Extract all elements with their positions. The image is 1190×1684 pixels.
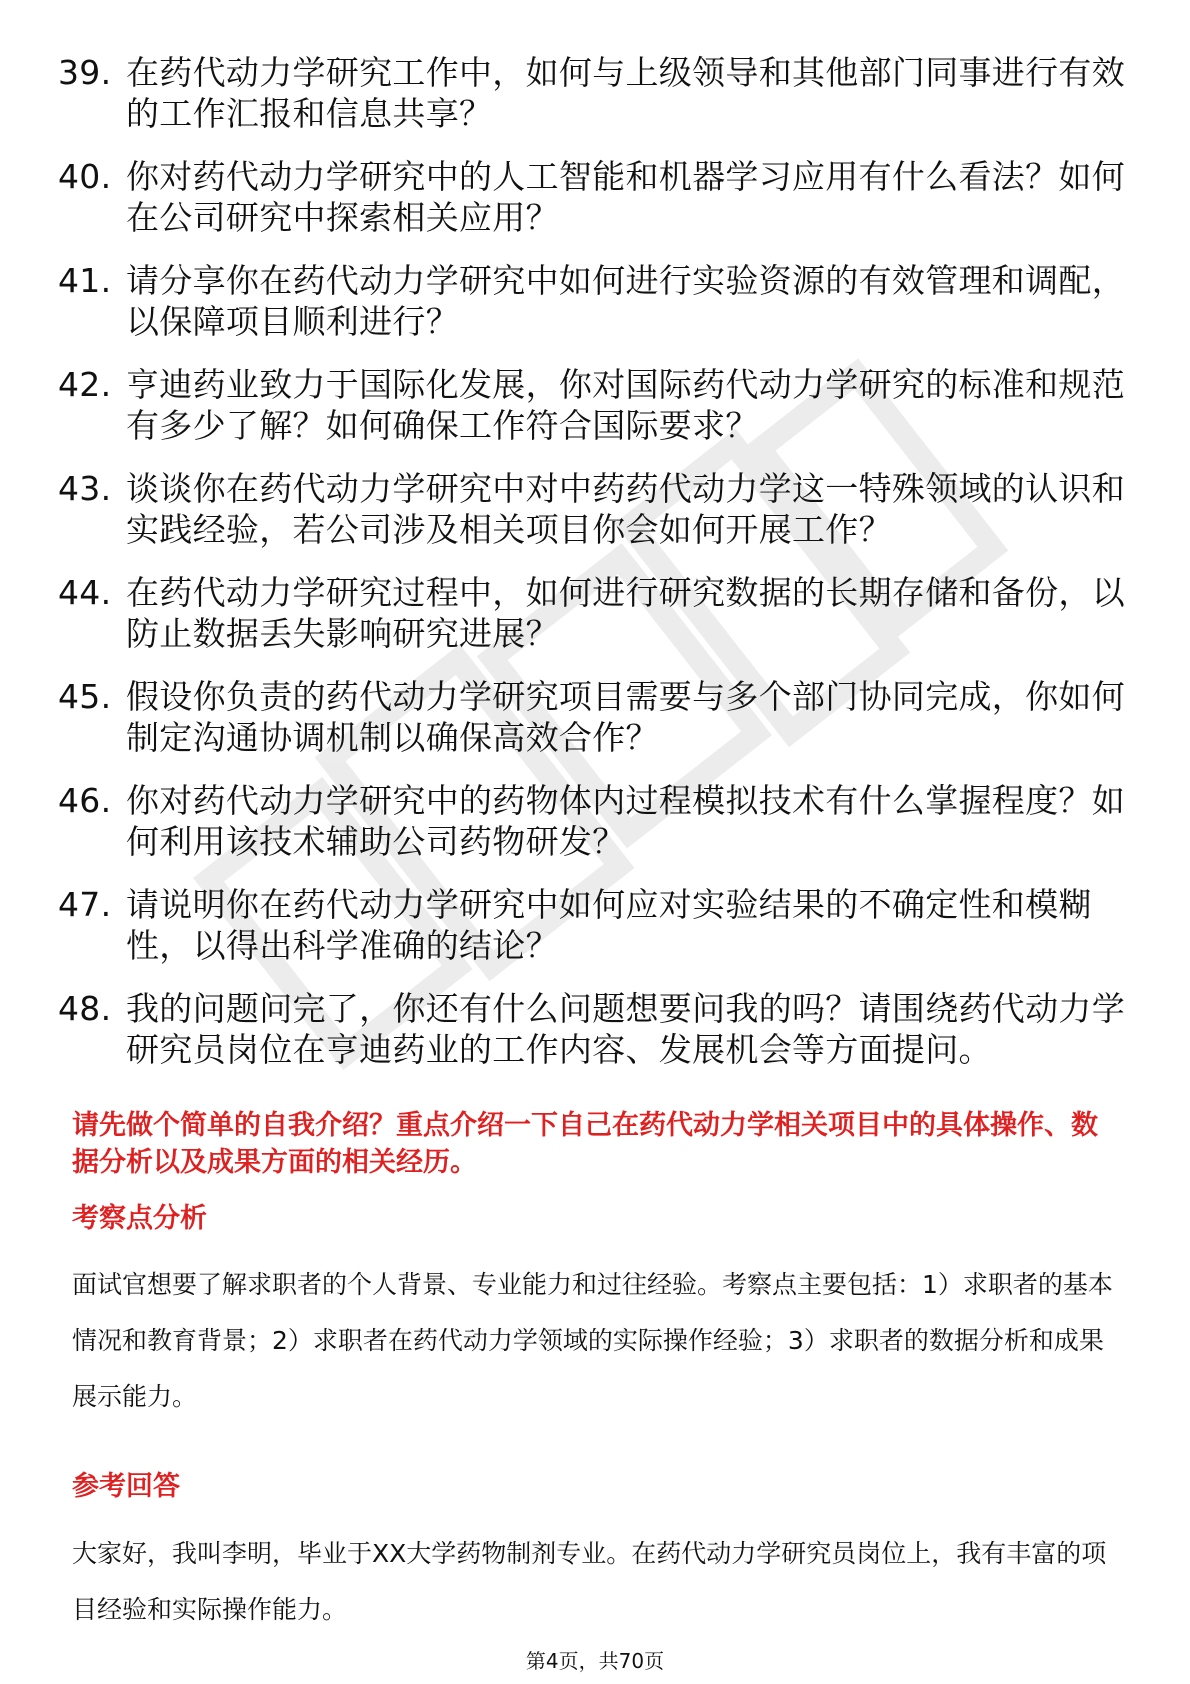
question-text: 谈谈你在药代动力学研究中对中药药代动力学这一特殊领域的认识和实践经验，若公司涉及相关项目你会如何开展工作？ — [126, 469, 1125, 549]
question-number: 45. — [58, 677, 112, 716]
question-text: 请说明你在药代动力学研究中如何应对实验结果的不确定性和模糊性，以得出科学准确的结论？ — [126, 885, 1092, 965]
question-text: 你对药代动力学研究中的人工智能和机器学习应用有什么看法？如何在公司研究中探索相关应用？ — [126, 157, 1125, 237]
intro-question-heading: 请先做个简单的自我介绍？重点介绍一下自己在药代动力学相关项目中的具体操作、数据分析以及成果方面的相关经历。 — [72, 1110, 1098, 1178]
question-text: 请分享你在药代动力学研究中如何进行实验资源的有效管理和调配，以保障项目顺利进行？ — [126, 261, 1125, 341]
question-text: 你对药代动力学研究中的药物体内过程模拟技术有什么掌握程度？如何利用该技术辅助公司药物研发？ — [126, 781, 1125, 861]
question-text: 在药代动力学研究过程中，如何进行研究数据的长期存储和备份，以防止数据丢失影响研究进展？ — [126, 573, 1125, 653]
question-item — [58, 572, 1138, 654]
question-number: 47. — [58, 885, 112, 924]
analysis-heading: 考察点分析 — [72, 1203, 207, 1234]
question-item — [58, 468, 1138, 550]
page-number: 第4页，共70页 — [525, 1649, 665, 1673]
question-number: 41. — [58, 261, 112, 300]
answer-heading: 参考回答 — [72, 1471, 180, 1502]
question-number: 40. — [58, 157, 112, 196]
question-item — [58, 884, 1138, 966]
question-text: 在药代动力学研究工作中，如何与上级领导和其他部门同事进行有效的工作汇报和信息共享？ — [126, 53, 1125, 133]
question-text: 亨迪药业致力于国际化发展，你对国际药代动力学研究的标准和规范有多少了解？如何确保工作符合国际要求？ — [126, 365, 1125, 445]
question-list — [58, 52, 1138, 1092]
question-text: 假设你负责的药代动力学研究项目需要与多个部门协同完成，你如何制定沟通协调机制以确保高效合作？ — [126, 677, 1125, 757]
question-item — [58, 364, 1138, 446]
analysis-body: 面试官想要了解求职者的个人背景、专业能力和过往经验。考察点主要包括：1）求职者的基本情况和教育背景；2）求职者在药代动力学领域的实际操作经验；3）求职者的数据分析和成果展示能力。 — [72, 1270, 1113, 1411]
question-item — [58, 676, 1138, 758]
question-number: 39. — [58, 53, 112, 92]
question-number: 43. — [58, 469, 112, 508]
question-text: 我的问题问完了，你还有什么问题想要问我的吗？请围绕药代动力学研究员岗位在亨迪药业的工作内容、发展机会等方面提问。 — [126, 989, 1125, 1069]
question-number: 46. — [58, 781, 112, 820]
answer-body: 大家好，我叫李明，毕业于XX大学药物制剂专业。在药代动力学研究员岗位上，我有丰富的项目经验和实际操作能力。 — [72, 1539, 1107, 1624]
question-number: 48. — [58, 989, 112, 1028]
question-item — [58, 52, 1138, 134]
question-item — [58, 260, 1138, 342]
question-number: 42. — [58, 365, 112, 404]
question-item — [58, 780, 1138, 862]
question-item — [58, 988, 1138, 1070]
question-number: 44. — [58, 573, 112, 612]
question-item — [58, 156, 1138, 238]
